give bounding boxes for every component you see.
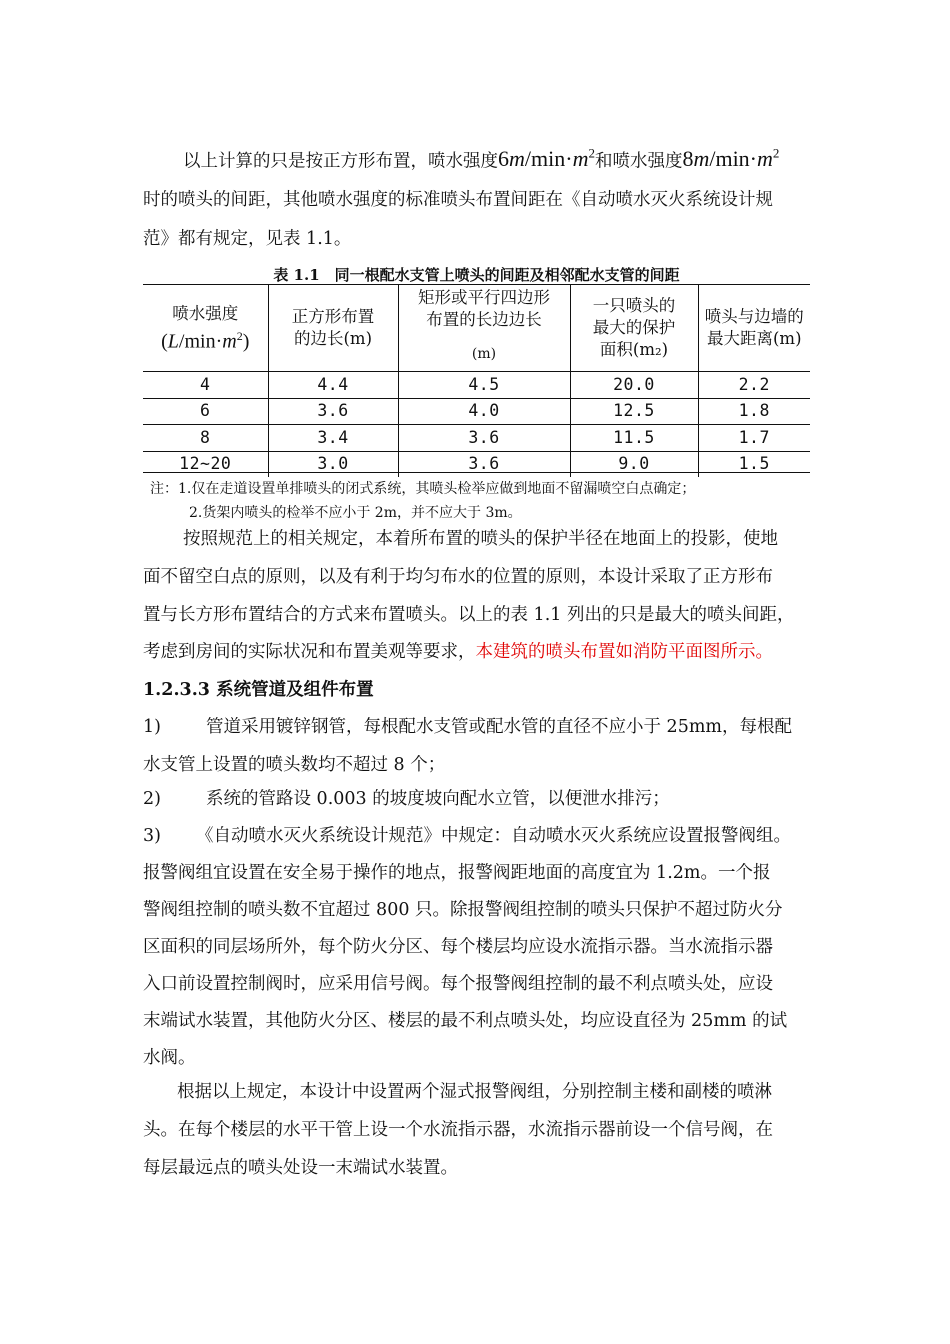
list-item-3-line-4: 区面积的同层场所外，每个防火分区、每个楼层均应设水流指示器。当水流指示器: [143, 937, 773, 957]
paragraph-3-line-3: 每层最远点的喷头处设一末端试水装置。: [143, 1158, 458, 1178]
table-cell: 4.0: [398, 398, 570, 425]
formula-intensity-8: $8m/\min\cdot m^2$: [682, 146, 780, 172]
table-cell: 20.0: [570, 372, 698, 399]
table-cell: 12.5: [570, 398, 698, 425]
table-cell: 1.5: [698, 451, 810, 477]
list-item-3-line-5: 入口前设置控制阀时，应采用信号阀。每个报警阀组控制的最不利点喷头处，应设: [143, 974, 773, 994]
table-row: [143, 451, 810, 477]
list-item-3-line-2: 报警阀组宜设置在安全易于操作的地点，报警阀距地面的高度宜为 1.2m。一个报: [143, 863, 771, 883]
table-note-2: 2.货架内喷头的检举不应小于 2m，并不应大于 3m。: [189, 505, 522, 521]
header-protect-area: 一只喷头的 最大的保护 面积(m₂): [570, 285, 698, 372]
table-note-1: 注：1.仅在走道设置单排喷头的闭式系统，其喷头检举应做到地面不留漏喷空白点确定；: [150, 481, 696, 497]
table-row: [143, 372, 810, 399]
list-item-1-line-2: 水支管上设置的喷头数均不超过 8 个；: [143, 755, 446, 775]
table-caption: 表 1.1 同一根配水支管上喷头的间距及相邻配水支管的间距: [273, 266, 680, 284]
paragraph-3-line-2: 头。在每个楼层的水平干管上设一个水流指示器，水流指示器前设一个信号阀，在: [143, 1120, 773, 1140]
table-cell: 2.2: [698, 372, 810, 399]
text-fragment: 和喷水强度: [594, 151, 683, 172]
highlighted-text: 本建筑的喷头布置如消防平面图所示。: [475, 642, 773, 662]
table-cell: 11.5: [570, 425, 698, 452]
table-cell: 3.4: [268, 425, 398, 452]
list-item-3-line-3: 警阀组控制的喷头数不宜超过 800 只。除报警阀组控制的喷头只保护不超过防火分: [143, 900, 783, 920]
table-cell: 6: [143, 398, 268, 425]
table-cell: 4.5: [398, 372, 570, 399]
paragraph-2-line-3: 置与长方形布置结合的方式来布置喷头。以上的表 1.1 列出的只是最大的喷头间距，: [143, 605, 795, 625]
paragraph-1-line-3: 范》都有规定，见表 1.1。: [143, 229, 352, 249]
paragraph-1-line-1: [183, 143, 779, 172]
text-fragment: 以上计算的只是按正方形布置，喷水强度: [183, 151, 498, 172]
table-cell: 8: [143, 425, 268, 452]
table-header-row: [143, 285, 810, 372]
table-cell: 3.6: [398, 451, 570, 477]
paragraph-2-line-2: 面不留空白点的原则，以及有利于均匀布水的位置的原则，本设计采取了正方形布: [143, 567, 773, 587]
table-row: [143, 425, 810, 452]
list-item-3-line-1: 3) 《自动喷水灭火系统设计规范》中规定：自动喷水灭火系统应设置报警阀组。: [143, 826, 791, 846]
section-heading: 1.2.3.3 系统管道及组件布置: [143, 680, 374, 700]
list-item-3-line-6: 末端试水装置，其他防火分区、楼层的最不利点喷头处，均应设直径为 25mm 的试: [143, 1011, 788, 1031]
list-item-1-line-1: 1) 管道采用镀锌钢管，每根配水支管或配水管的直径不应小于 25mm，每根配: [143, 717, 793, 737]
table-cell: 3.6: [398, 425, 570, 452]
paragraph-2-line-1: 按照规范上的相关规定，本着所布置的喷头的保护半径在地面上的投影，使地: [183, 529, 778, 549]
table-bottom-rule: [143, 472, 810, 473]
table-cell: 3.6: [268, 398, 398, 425]
header-intensity: 喷水强度 $(L/\min\cdot m^2)$: [161, 304, 250, 353]
paragraph-1-line-2: 时的喷头的间距，其他喷水强度的标准喷头布置间距在《自动喷水灭火系统设计规: [143, 190, 773, 210]
header-rect-long-side: 矩形或平行四边形 布置的长边边长 (m): [398, 285, 570, 372]
table-cell: 4: [143, 372, 268, 399]
header-wall-distance: 喷头与边墙的 最大距离(m): [698, 285, 810, 372]
table-cell: 9.0: [570, 451, 698, 477]
formula-intensity-6: $6m/\min\cdot m^2$: [498, 146, 595, 172]
table-cell: 1.7: [698, 425, 810, 452]
table-cell: 4.4: [268, 372, 398, 399]
text-fragment: 考虑到房间的实际状况和布置美观等要求，: [143, 642, 476, 662]
table-cell: 1.8: [698, 398, 810, 425]
table-row: [143, 398, 810, 425]
table-cell: 3.0: [268, 451, 398, 477]
paragraph-3-line-1: 根据以上规定，本设计中设置两个湿式报警阀组，分别控制主楼和副楼的喷淋: [177, 1082, 772, 1102]
list-item-3-line-7: 水阀。: [143, 1048, 196, 1068]
table-cell: 12~20: [143, 451, 268, 477]
header-square-side: 正方形布置 的边长(m): [268, 285, 398, 372]
list-item-2-line-1: 2) 系统的管路设 0.003 的坡度坡向配水立管，以便泄水排污；: [143, 789, 670, 809]
paragraph-2-line-4: [143, 641, 773, 663]
spacing-table: [143, 285, 810, 477]
